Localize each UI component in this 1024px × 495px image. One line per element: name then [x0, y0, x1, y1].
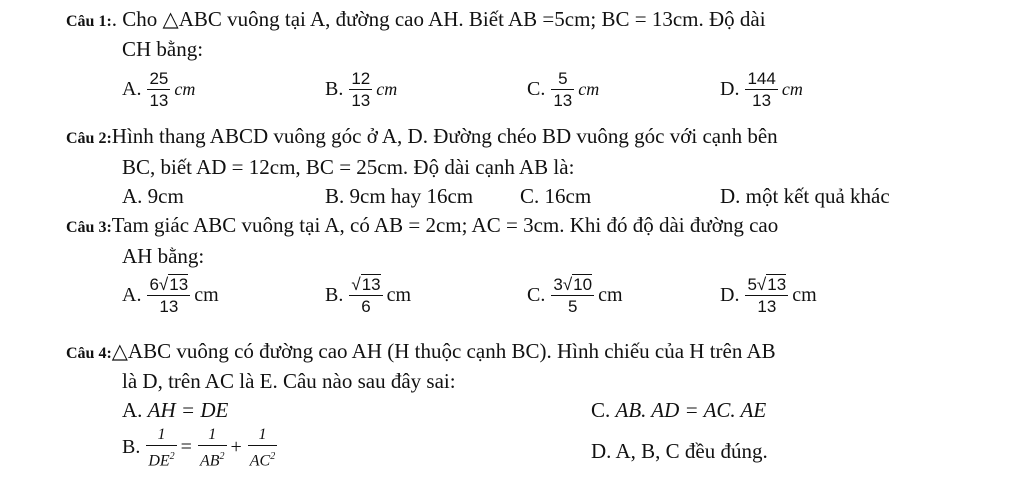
- q2-option-a[interactable]: A. 9cm: [122, 184, 184, 208]
- option-letter: D.: [720, 78, 740, 100]
- option-letter: A.: [122, 398, 143, 422]
- q3-option-a[interactable]: [122, 274, 219, 317]
- unit: cm: [792, 284, 817, 306]
- radicand: 13: [361, 275, 381, 294]
- unit: cm: [598, 284, 623, 306]
- denominator: 13: [159, 297, 179, 316]
- q1-option-c[interactable]: [527, 68, 599, 111]
- unit: cm: [376, 79, 398, 99]
- q2-text-line2: BC, biết AD = 12cm, BC = 25cm. Độ dài cạnh AB là:: [122, 155, 575, 179]
- option-letter: C.: [591, 398, 611, 422]
- numerator: [147, 274, 190, 295]
- denominator: $DE^2$: [148, 451, 175, 470]
- q4-option-d[interactable]: D. A, B, C đều đúng.: [591, 439, 768, 463]
- sqrt-icon: √: [158, 275, 169, 294]
- q1-option-a[interactable]: [122, 68, 195, 111]
- unit: cm: [781, 79, 803, 99]
- fraction: [147, 68, 170, 111]
- q2-line1: [66, 123, 778, 152]
- q2-text-line1: Hình thang ABCD vuông góc ở A, D. Đường chéo BD vuông góc với cạnh bên: [111, 124, 778, 148]
- q4-line1: [66, 338, 776, 367]
- fraction: [349, 274, 382, 317]
- q4-option-b[interactable]: [122, 424, 281, 471]
- denominator: 13: [149, 91, 169, 110]
- numerator: 144: [747, 69, 776, 88]
- q3-label: Câu 3:: [66, 219, 112, 236]
- q4-text-line2: là D, trên AC là E. Câu nào sau đây sai:: [122, 369, 456, 393]
- q3-option-b[interactable]: [325, 274, 411, 317]
- q1-line1: [66, 6, 766, 35]
- option-letter: B.: [325, 78, 344, 100]
- option-letter: A.: [122, 78, 142, 100]
- fraction: [147, 274, 190, 317]
- equals-sign: =: [180, 436, 192, 459]
- numerator: 5: [558, 69, 568, 88]
- option-expression: AH = DE: [147, 398, 229, 422]
- sqrt-icon: √: [562, 275, 573, 294]
- radicand: 10: [573, 275, 593, 294]
- q3-option-d[interactable]: [720, 274, 817, 317]
- q2-option-c[interactable]: C. 16cm: [520, 184, 592, 208]
- coefficient: 6: [149, 275, 159, 294]
- q4-option-c[interactable]: [591, 397, 766, 423]
- denominator: 13: [752, 91, 772, 110]
- sqrt-icon: √: [351, 275, 361, 294]
- option-letter: C.: [527, 284, 546, 306]
- unit: cm: [194, 284, 219, 306]
- q4-option-a[interactable]: [122, 397, 228, 423]
- q2-label: Câu 2:: [66, 130, 112, 147]
- numerator: 1: [208, 426, 217, 443]
- q3-line1: [66, 212, 778, 241]
- fraction: [248, 424, 277, 471]
- numerator: 12: [351, 69, 371, 88]
- q3-text-line2: AH bằng:: [122, 244, 205, 268]
- option-letter: A.: [122, 284, 142, 306]
- fraction: [745, 68, 777, 111]
- unit: cm: [174, 79, 196, 99]
- sqrt-icon: √: [756, 275, 767, 294]
- q1-option-d[interactable]: [720, 68, 803, 111]
- q3-text-line1: Tam giác ABC vuông tại A, có AB = 2cm; AC = 3cm. Khi đó độ dài đường cao: [111, 213, 779, 237]
- denominator: 6: [361, 297, 371, 316]
- unit: cm: [386, 284, 412, 306]
- fraction: [349, 68, 372, 111]
- q1-text-line1: . Cho △ABC vuông tại A, đường cao AH. Biết AB =5cm; BC = 13cm. Độ dài: [111, 7, 766, 31]
- fraction: [198, 424, 227, 471]
- numerator: [745, 274, 788, 295]
- fraction: [146, 424, 176, 471]
- option-letter: D.: [720, 284, 740, 306]
- q1-text-line2: CH bằng:: [122, 37, 204, 61]
- option-letter: B.: [122, 436, 141, 459]
- option-letter: C.: [527, 78, 546, 100]
- radicand: 13: [767, 275, 787, 294]
- q1-label: Câu 1:: [66, 13, 112, 30]
- numerator: 1: [258, 426, 267, 443]
- denominator: 13: [757, 297, 777, 316]
- denominator: $AC^2$: [249, 451, 276, 470]
- fraction: [551, 274, 594, 317]
- radicand: 13: [169, 275, 189, 294]
- option-letter: B.: [325, 284, 344, 306]
- q4-label: Câu 4:: [66, 345, 112, 362]
- denominator: 13: [351, 91, 371, 110]
- plus-sign: +: [230, 436, 242, 459]
- q1-option-b[interactable]: [325, 68, 397, 111]
- denominator: 5: [567, 297, 578, 316]
- numerator: 1: [157, 426, 166, 443]
- denominator: 13: [553, 91, 573, 110]
- q2-option-d[interactable]: D. một kết quả khác: [720, 184, 890, 208]
- fraction: [551, 68, 574, 111]
- q2-option-b[interactable]: B. 9cm hay 16cm: [325, 184, 474, 208]
- numerator: [551, 274, 594, 295]
- q4-text-line1: △ABC vuông có đường cao AH (H thuộc cạnh BC). Hình chiếu của H trên AB: [111, 339, 776, 363]
- coefficient: 3: [553, 275, 563, 294]
- denominator: $AB^2$: [199, 451, 225, 470]
- q3-option-c[interactable]: [527, 274, 623, 317]
- option-expression: AB. AD = AC. AE: [615, 398, 767, 422]
- unit: cm: [578, 79, 600, 99]
- numerator: 25: [149, 69, 169, 88]
- coefficient: 5: [747, 275, 757, 294]
- numerator: [349, 274, 382, 295]
- fraction: [745, 274, 788, 317]
